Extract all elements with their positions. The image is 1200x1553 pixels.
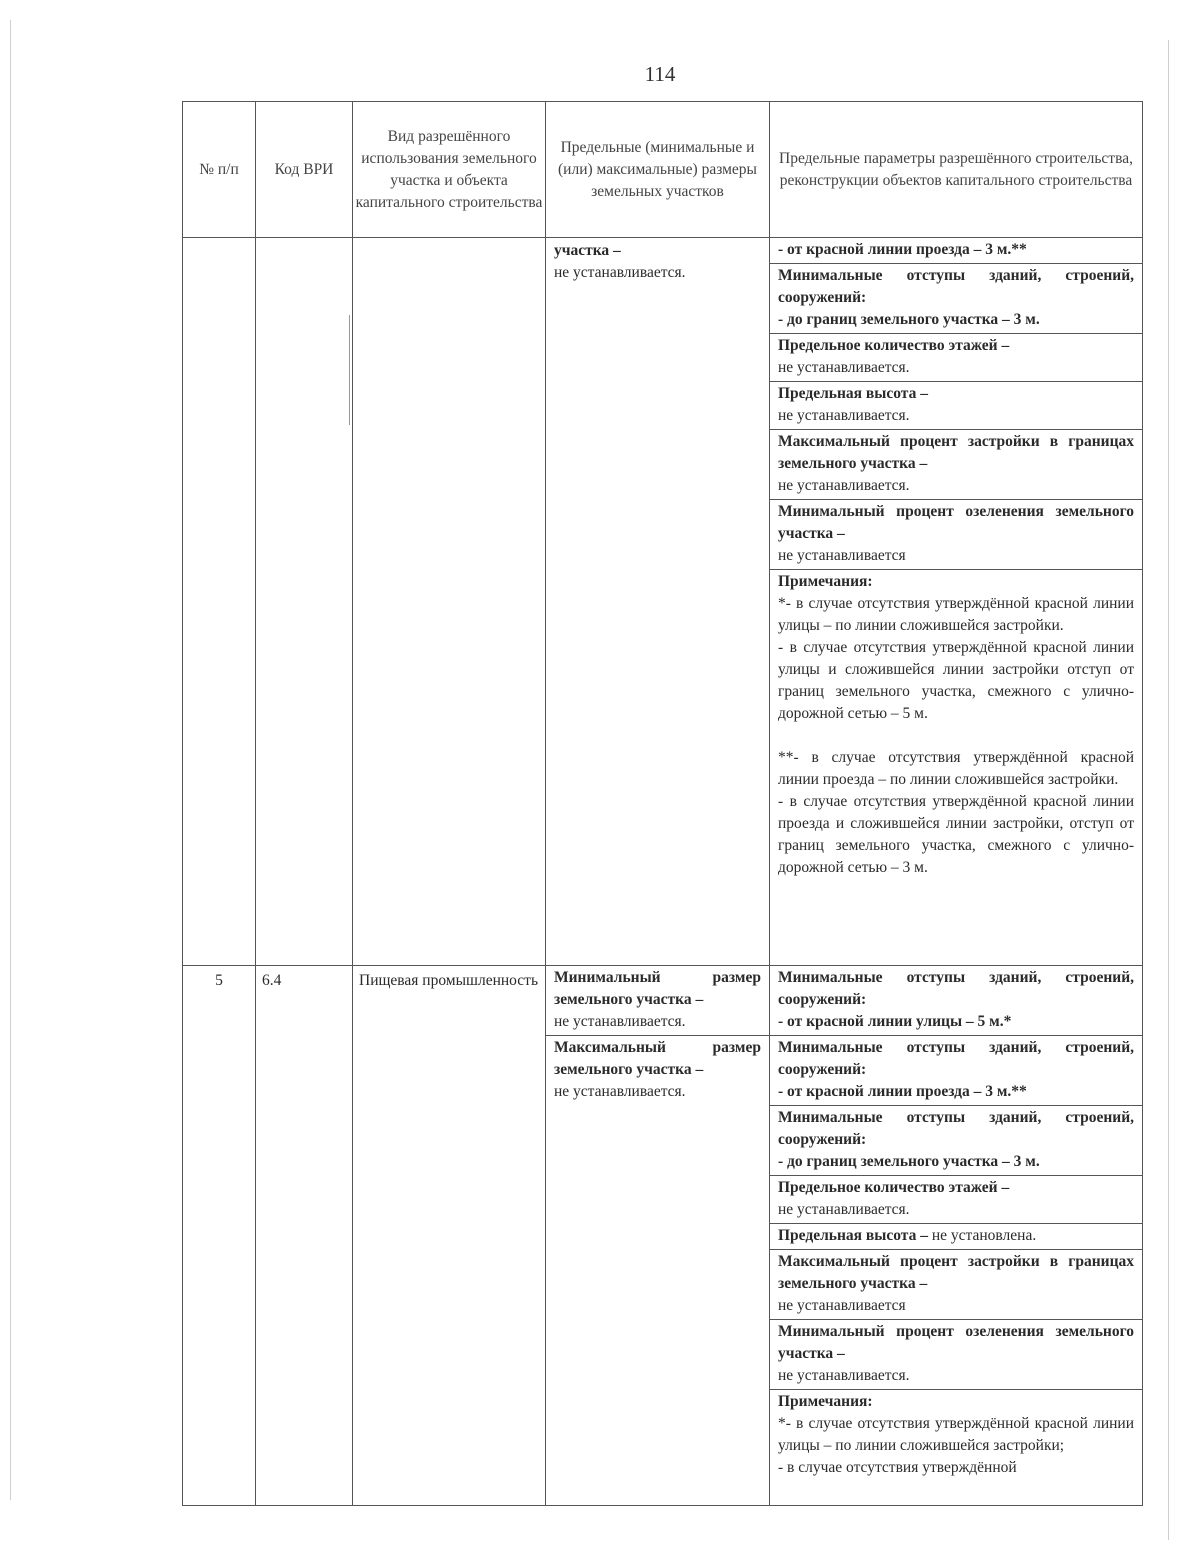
table-row-5 (183, 966, 1143, 1506)
row5-param-5: Максимальный процент застройки в границах земельного участка – не устанавливается (770, 1250, 1142, 1320)
row5-notes-title: Примечания: (778, 1393, 873, 1410)
page-number: 114 (644, 62, 676, 86)
cont-note-0: *- в случае отсутствия утверждённой красной линии улицы – по линии сложившейся застройки. (778, 595, 1134, 634)
row5-use: Пищевая промышленность (353, 966, 546, 1506)
row5-limit-max: Максимальный размер земельного участка – не устанавливается. (554, 1039, 761, 1100)
regulations-table (182, 101, 1143, 1506)
cont-param-4: Максимальный процент застройки в границах земельного участка – не устанавливается. (770, 430, 1142, 500)
row5-param-2: Минимальные отступы зданий, строений, сооружений: - до границ земельного участка – 3 м. (770, 1106, 1142, 1176)
table-row-continuation (183, 238, 1143, 966)
row5-note-0: *- в случае отсутствия утверждённой красной линии улицы – по линии сложившейся застройки; (778, 1415, 1134, 1454)
row5-note-1: - в случае отсутствия утверждённой (778, 1459, 1017, 1476)
cont-note-spacer (778, 725, 1134, 747)
row5-limits-stack (546, 966, 769, 1105)
row5-param-6: Минимальный процент озеленения земельного участка – не устанавливается. (770, 1320, 1142, 1390)
cont-note-1: - в случае отсутствия утверждённой красной линии улицы и сложившейся линии застройки отступ от границ земельного участка, смежного с улично-дорожной сетью – 5 м. (778, 639, 1134, 722)
cont-notes-title: Примечания: (778, 573, 873, 590)
cont-use-cell (353, 238, 546, 966)
scan-edge-right (1168, 40, 1169, 1540)
row5-param-3: Предельное количество этажей – не устанавливается. (770, 1176, 1142, 1224)
scan-edge-left (10, 20, 11, 1500)
row5-limits-cell (546, 966, 770, 1506)
header-use: Вид разрешённого использования земельного участка и объекта капитального строительства (353, 102, 546, 238)
header-params: Предельные параметры разрешённого строительства, реконструкции объектов капитального строительства (770, 102, 1143, 238)
cont-num-cell (183, 238, 256, 966)
cont-limits-cell (546, 238, 770, 966)
cont-code-cell (256, 238, 353, 966)
header-row (183, 102, 1143, 238)
row5-params-cell (770, 966, 1143, 1506)
row5-param-0: Минимальные отступы зданий, строений, сооружений: - от красной линии улицы – 5 м.* (770, 966, 1142, 1036)
row5-param-1: Минимальные отступы зданий, строений, сооружений: - от красной линии проезда – 3 м.** (770, 1036, 1142, 1106)
row5-limit-min: Минимальный размер земельного участка – не устанавливается. (546, 966, 769, 1036)
cont-param-notes (770, 570, 1142, 882)
row5-params-stack (770, 966, 1142, 1481)
cont-param-3: Предельная высота – не устанавливается. (770, 382, 1142, 430)
row5-code: 6.4 (256, 966, 353, 1506)
header-limits: Предельные (минимальные и (или) максимальные) размеры земельных участков (546, 102, 770, 238)
cont-param-2: Предельное количество этажей – не устанавливается. (770, 334, 1142, 382)
cont-param-1: Минимальные отступы зданий, строений, сооружений: - до границ земельного участка – 3 м. (770, 264, 1142, 334)
cont-param-0: - от красной линии проезда – 3 м.** (770, 238, 1142, 264)
cont-params-cell (770, 238, 1143, 966)
cont-params-stack (770, 238, 1142, 881)
header-num: № п/п (183, 102, 256, 238)
row5-param-4: Предельная высота – не установлена. (770, 1224, 1142, 1250)
cont-note-3: **- в случае отсутствия утверждённой красной линии проезда – по линии сложившейся застройки. (778, 749, 1134, 788)
cont-limits-title: участка – (554, 242, 621, 259)
row5-num: 5 (183, 966, 256, 1506)
header-code: Код ВРИ (256, 102, 353, 238)
cont-param-5: Минимальный процент озеленения земельного участка – не устанавливается (770, 500, 1142, 570)
row5-param-notes (770, 1390, 1142, 1482)
cont-note-4: - в случае отсутствия утверждённой красной линии проезда и сложившейся линии застройки, отступ от границ земельного участка, смежного с улично-дорожной сетью – 3 м. (778, 793, 1134, 876)
cont-limits-value: не устанавливается. (554, 264, 686, 281)
